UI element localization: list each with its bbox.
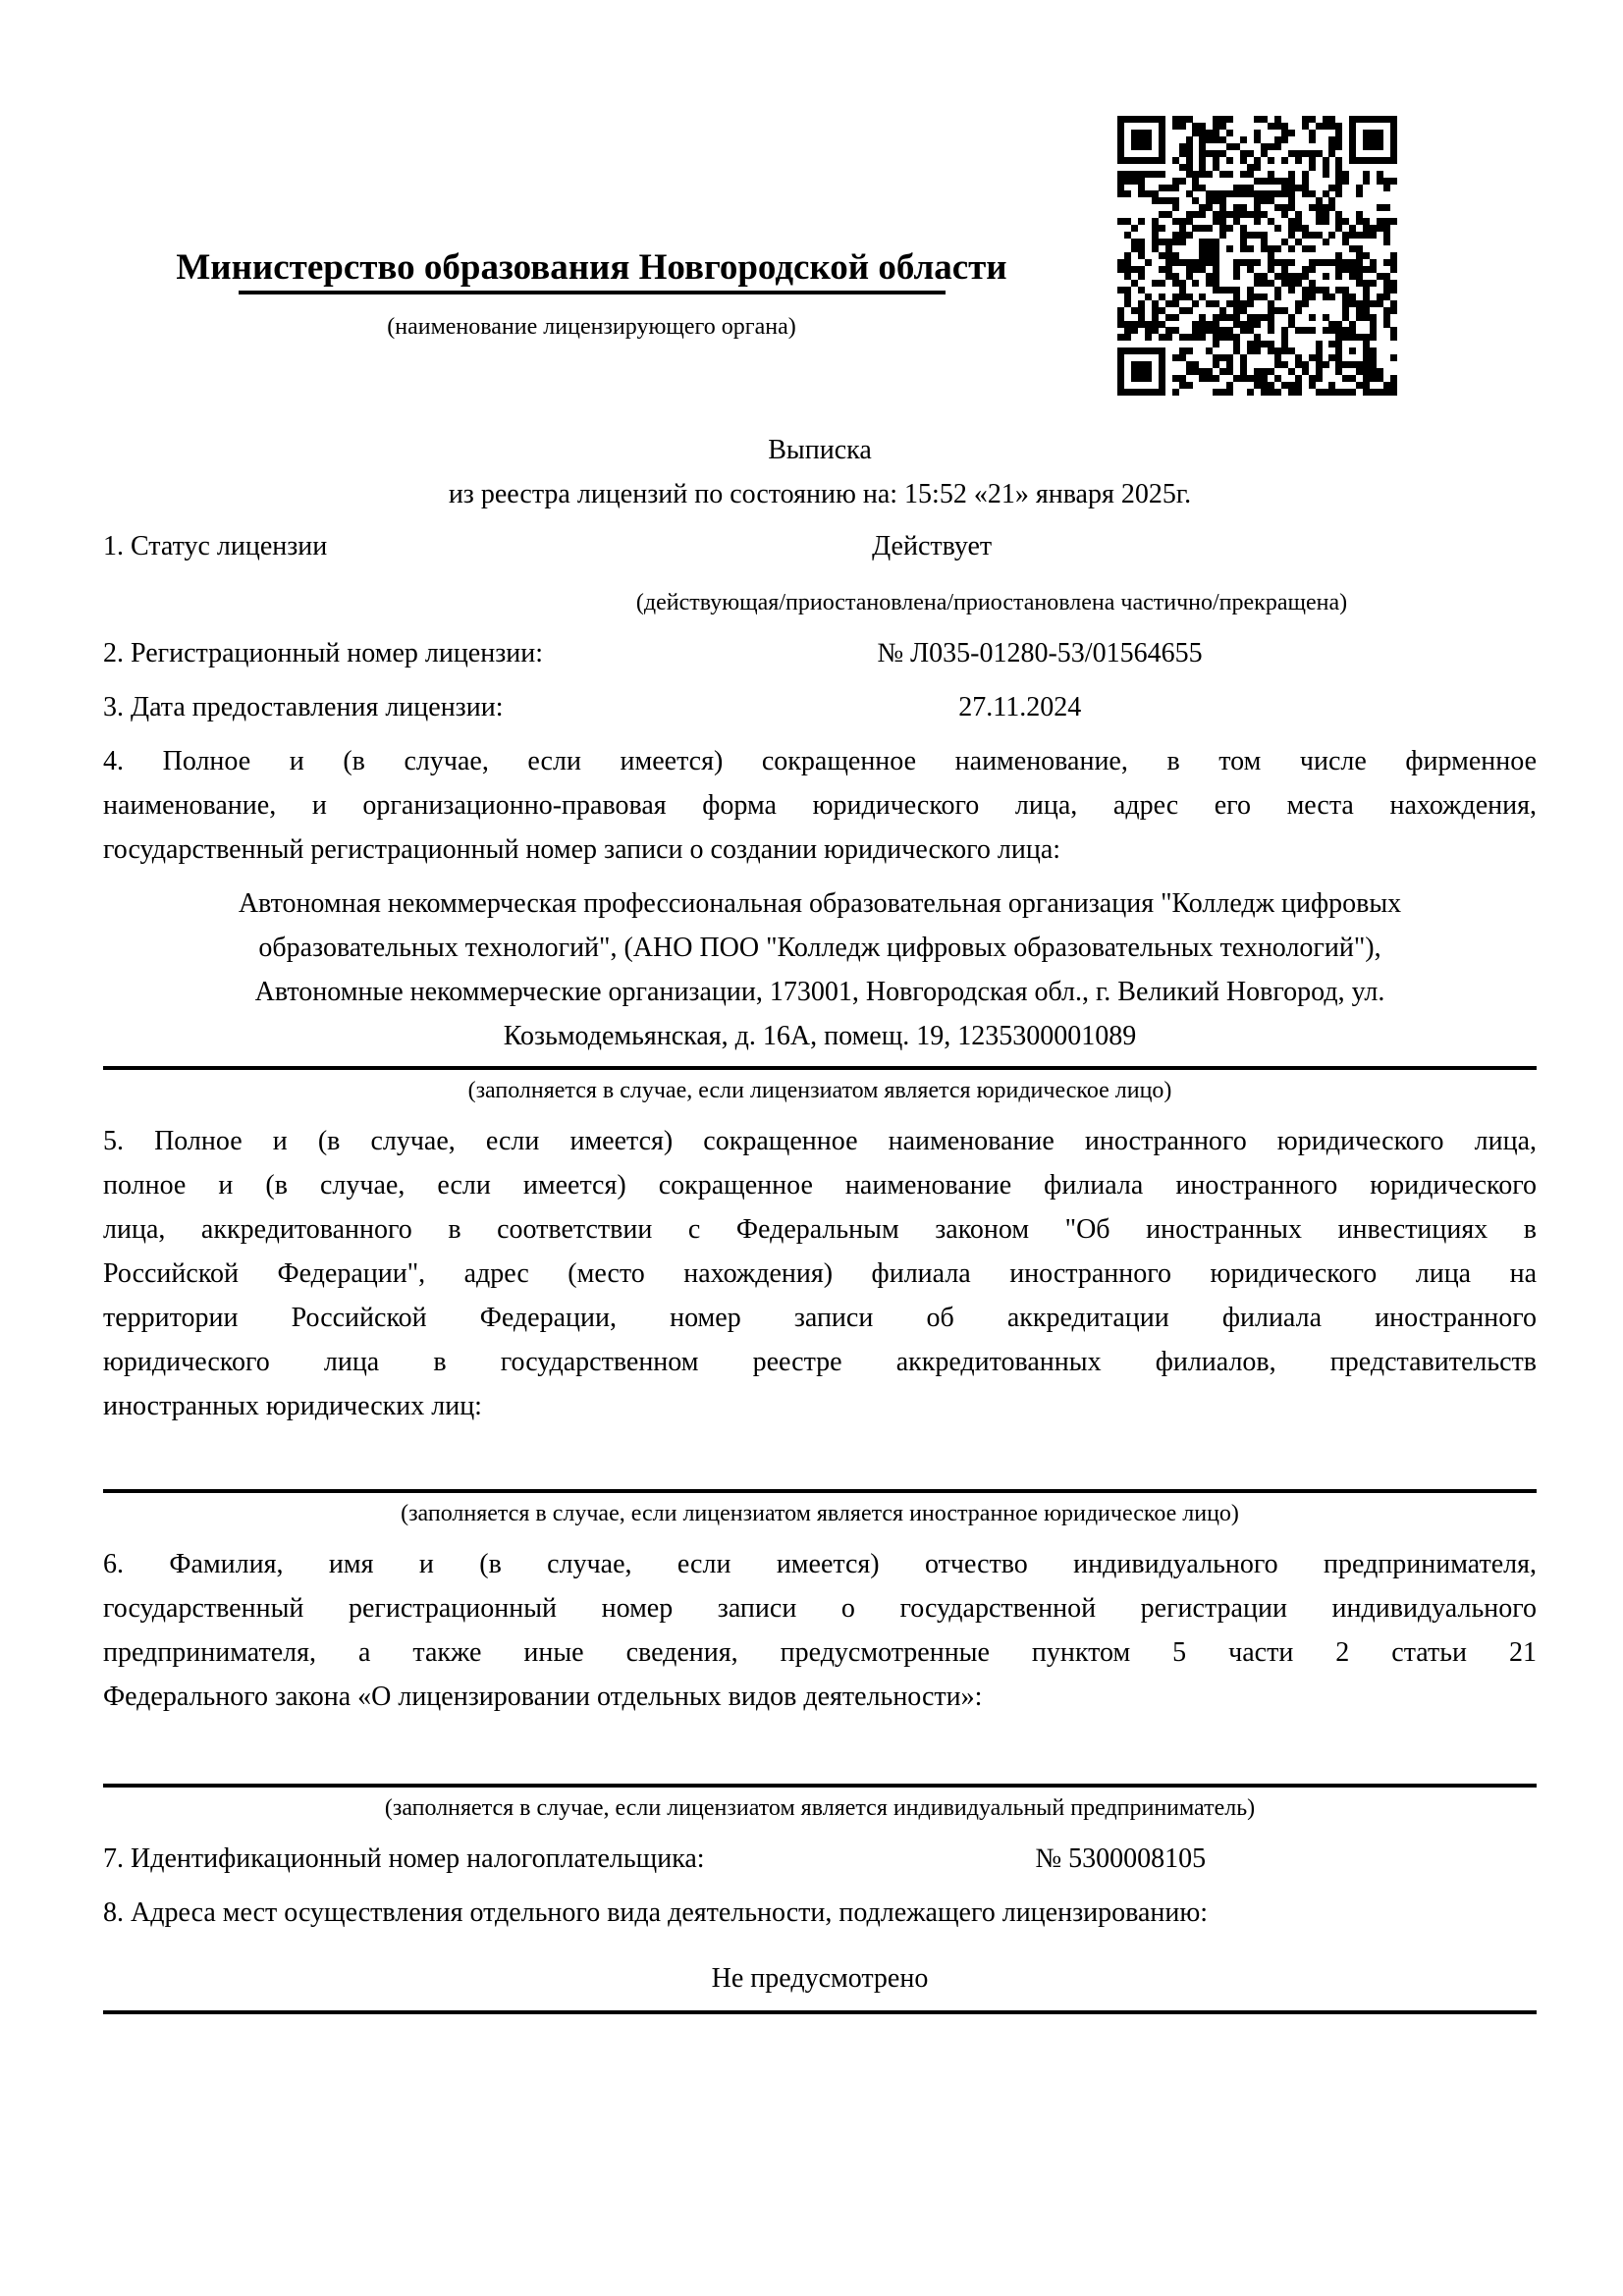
fill-line-divider: [103, 2010, 1537, 2014]
status-value-caption: (действующая/приостановлена/приостановлена частично/прекращена): [635, 590, 1348, 615]
authority-underline: [239, 291, 946, 294]
field-row-status: [103, 524, 1537, 568]
field-row-license-date: [103, 685, 1537, 729]
entrepreneur-caption: (заполняется в случае, если лицензиатом является индивидуальный предприниматель): [384, 1795, 1256, 1821]
paragraph-line: иностранных юридических лиц:: [103, 1391, 482, 1421]
fill-line-divider: [103, 1489, 1537, 1493]
section-8-paragraph: [103, 1891, 1537, 1935]
foreign-entity-caption: (заполняется в случае, если лицензиатом является иностранное юридическое лицо): [401, 1501, 1239, 1526]
field-label-license-date: 3. Дата предоставления лицензии:: [103, 692, 504, 722]
fill-line-divider: [103, 1066, 1537, 1070]
field-value-taxpayer-number: № 5300008105: [1035, 1843, 1207, 1874]
fill-line-divider: [103, 1784, 1537, 1788]
licensing-authority-block: [103, 245, 1080, 346]
paragraph-line: 5. Полное и (в случае, если имеется) сокращенное наименование иностранного юридического лица,: [103, 1126, 1537, 1156]
paragraph-line: государственный регистрационный номер записи о создании юридического лица:: [103, 834, 1061, 865]
field-value-registration-number: № Л035-01280-53/01564655: [877, 638, 1203, 668]
paragraph-line: лица, аккредитованного в соответствии с Федеральным законом "Об иностранных инвестициях в: [103, 1214, 1537, 1245]
paragraph-line: наименование, и организационно-правовая форма юридического лица, адрес его места нахождения,: [103, 790, 1537, 821]
paragraph-line: предпринимателя, а также иные сведения, предусмотренные пунктом 5 части 2 статьи 21: [103, 1637, 1537, 1668]
authority-caption: (наименование лицензирующего органа): [387, 314, 796, 340]
field-row-taxpayer-number: [103, 1837, 1537, 1881]
paragraph-line: 4. Полное и (в случае, если имеется) сокращенное наименование, в том числе фирменное: [103, 746, 1537, 776]
licensee-name-block: [103, 881, 1537, 1058]
paragraph-line: 6. Фамилия, имя и (в случае, если имеется) отчество индивидуального предпринимателя,: [103, 1549, 1537, 1579]
paragraph-line: юридического лица в государственном реестре аккредитованных филиалов, представительств: [103, 1347, 1537, 1377]
legal-entity-caption: (заполняется в случае, если лицензиатом является юридическое лицо): [467, 1078, 1172, 1103]
field-row-registration-number: [103, 631, 1537, 675]
paragraph-line: полное и (в случае, если имеется) сокращенное наименование филиала иностранного юридического: [103, 1170, 1537, 1201]
document-subtitle: из реестра лицензий по состоянию на: 15:52 «21» января 2025г.: [448, 479, 1192, 509]
paragraph-line: 8. Адреса мест осуществления отдельного вида деятельности, подлежащего лицензированию:: [103, 1897, 1209, 1928]
licensee-name-line: Автономная некоммерческая профессиональная образовательная организация "Колледж цифровых: [238, 888, 1402, 919]
field-label-taxpayer-number: 7. Идентификационный номер налогоплательщика:: [103, 1843, 705, 1874]
section-4-paragraph: [103, 739, 1537, 872]
paragraph-line: Российской Федерации", адрес (место нахождения) филиала иностранного юридического лица на: [103, 1258, 1537, 1289]
section-5-paragraph: [103, 1119, 1537, 1428]
licensee-name-line: Козьмодемьянская, д. 16А, помещ. 19, 1235300001089: [503, 1021, 1137, 1051]
field-value-status: Действует: [872, 531, 993, 561]
section-6-paragraph: [103, 1542, 1537, 1719]
licensee-name-line: образовательных технологий", (АНО ПОО "Колледж цифровых образовательных технологий"),: [258, 933, 1381, 963]
addresses-value: Не предусмотрено: [711, 1963, 929, 1994]
document-title: Выписка: [768, 435, 872, 465]
document-content: [0, 245, 1623, 2014]
paragraph-line: Федерального закона «О лицензировании отдельных видов деятельности»:: [103, 1682, 983, 1712]
licensing-authority-name: Министерство образования Новгородской области: [176, 247, 1007, 288]
field-label-status: 1. Статус лицензии: [103, 531, 328, 561]
paragraph-line: территории Российской Федерации, номер записи об аккредитации филиала иностранного: [103, 1303, 1537, 1333]
field-value-license-date: 27.11.2024: [958, 692, 1082, 722]
qr-code: [1117, 116, 1397, 396]
field-label-registration-number: 2. Регистрационный номер лицензии:: [103, 638, 544, 668]
paragraph-line: государственный регистрационный номер записи о государственной регистрации индивидуального: [103, 1593, 1537, 1624]
licensee-name-line: Автономные некоммерческие организации, 173001, Новгородская обл., г. Великий Новгород, ул.: [254, 977, 1385, 1007]
